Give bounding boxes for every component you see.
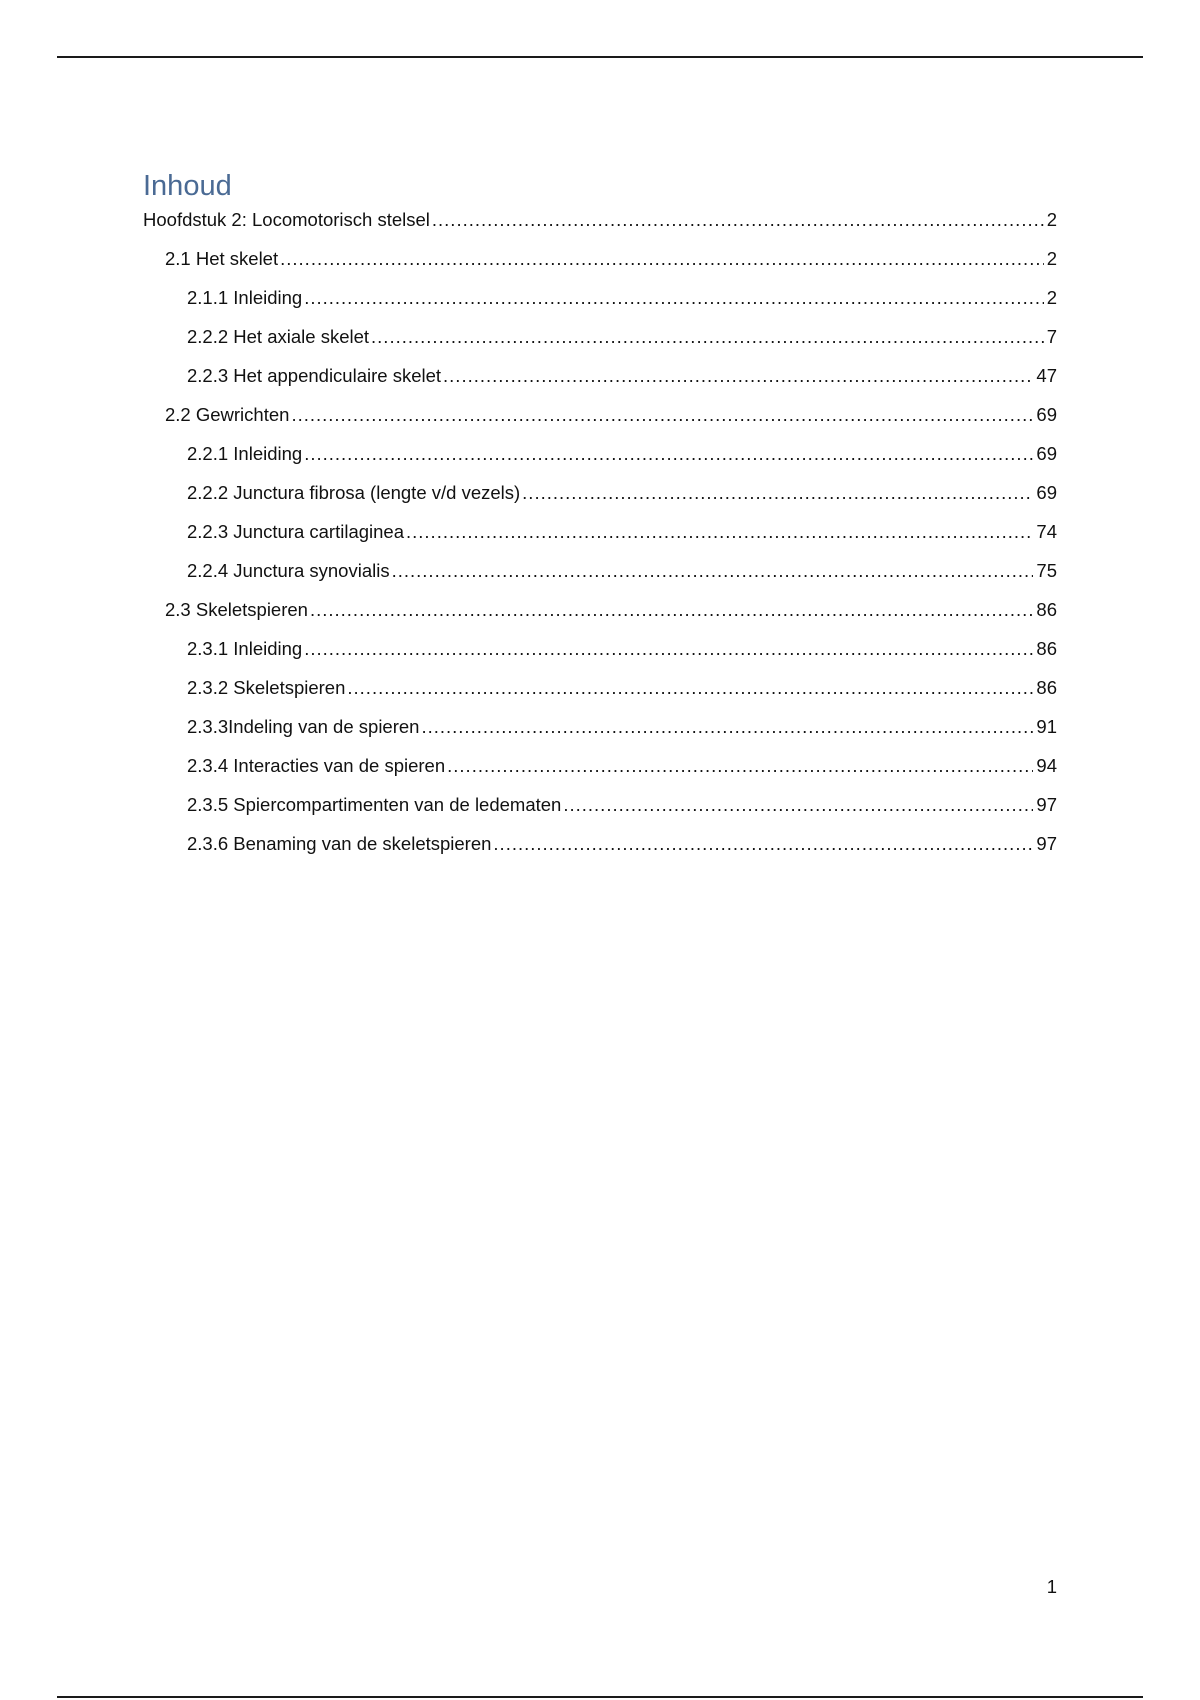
toc-entry-label: 2.2.1 Inleiding [187,443,303,464]
toc-entry-page: 86 [1036,677,1057,698]
dot-leader [304,638,1033,660]
dot-leader [421,716,1033,738]
toc-entry-page: 69 [1036,443,1057,464]
toc-entry-page: 97 [1036,833,1057,854]
toc-entry[interactable] [143,404,1057,426]
dot-leader [563,794,1033,816]
toc-entry-label: 2.2.2 Het axiale skelet [187,326,370,347]
toc-entry-label: 2.3.2 Skeletspieren [187,677,346,698]
toc-entry[interactable] [143,794,1057,816]
table-of-contents [143,168,1057,854]
toc-entry-label: 2.3.5 Spiercompartimenten van de ledematen [187,794,562,815]
toc-entry[interactable] [143,326,1057,348]
toc-entry-page: 94 [1036,755,1057,776]
page-number: 1 [1046,1576,1057,1597]
toc-entry[interactable] [143,755,1057,777]
dot-leader [347,677,1033,699]
dot-leader [443,365,1033,387]
toc-entry-page: 7 [1046,326,1057,347]
dot-leader [447,755,1033,777]
toc-entry-page: 97 [1036,794,1057,815]
toc-entry-page: 47 [1036,365,1057,386]
toc-entry-page: 2 [1046,209,1057,230]
dot-leader [291,404,1033,426]
toc-entry-label: 2.2.4 Junctura synovialis [187,560,390,581]
toc-entry[interactable] [143,209,1057,231]
toc-entry-page: 74 [1036,521,1057,542]
toc-entry-label: 2.3.4 Interacties van de spieren [187,755,446,776]
toc-entry[interactable] [143,443,1057,465]
dot-leader [304,287,1044,309]
toc-entry-page: 91 [1036,716,1057,737]
toc-entry-label: 2.2 Gewrichten [165,404,290,425]
toc-entry-page: 2 [1046,248,1057,269]
toc-entry-label: 2.2.2 Junctura fibrosa (lengte v/d vezels) [187,482,521,503]
toc-entry[interactable] [143,716,1057,738]
toc-entry-label: 2.1.1 Inleiding [187,287,303,308]
toc-entry-page: 75 [1036,560,1057,581]
toc-entry-label: 2.3.1 Inleiding [187,638,303,659]
dot-leader [310,599,1033,621]
toc-entry-label: 2.3 Skeletspieren [165,599,308,620]
toc-entry-label: 2.3.6 Benaming van de skeletspieren [187,833,492,854]
dot-leader [493,833,1033,855]
toc-entry[interactable] [143,287,1057,309]
toc-entry-page: 86 [1036,638,1057,659]
toc-entry-label: 2.1 Het skelet [165,248,279,269]
toc-entry[interactable] [143,560,1057,582]
toc-entry-page: 69 [1036,482,1057,503]
dot-leader [280,248,1044,270]
dot-leader [304,443,1033,465]
toc-entry-page: 86 [1036,599,1057,620]
toc-entry[interactable] [143,677,1057,699]
dot-leader [406,521,1033,543]
toc-entry[interactable] [143,365,1057,387]
header-rule [57,56,1143,58]
toc-entry-label: Hoofdstuk 2: Locomotorisch stelsel [143,209,430,230]
dot-leader [432,209,1044,231]
toc-entry-page: 2 [1046,287,1057,308]
toc-entry-label: 2.2.3 Junctura cartilaginea [187,521,404,542]
toc-entry[interactable] [143,248,1057,270]
toc-entry[interactable] [143,833,1057,855]
toc-title: Inhoud [143,170,232,202]
toc-entry-page: 69 [1036,404,1057,425]
toc-entry[interactable] [143,521,1057,543]
toc-entry-label: 2.2.3 Het appendiculaire skelet [187,365,442,386]
dot-leader [522,482,1033,504]
dot-leader [371,326,1044,348]
toc-entry[interactable] [143,599,1057,621]
toc-entry-label: 2.3.3Indeling van de spieren [187,716,420,737]
dot-leader [392,560,1034,582]
toc-entry[interactable] [143,482,1057,504]
footer-rule [57,1696,1143,1698]
toc-entry[interactable] [143,638,1057,660]
